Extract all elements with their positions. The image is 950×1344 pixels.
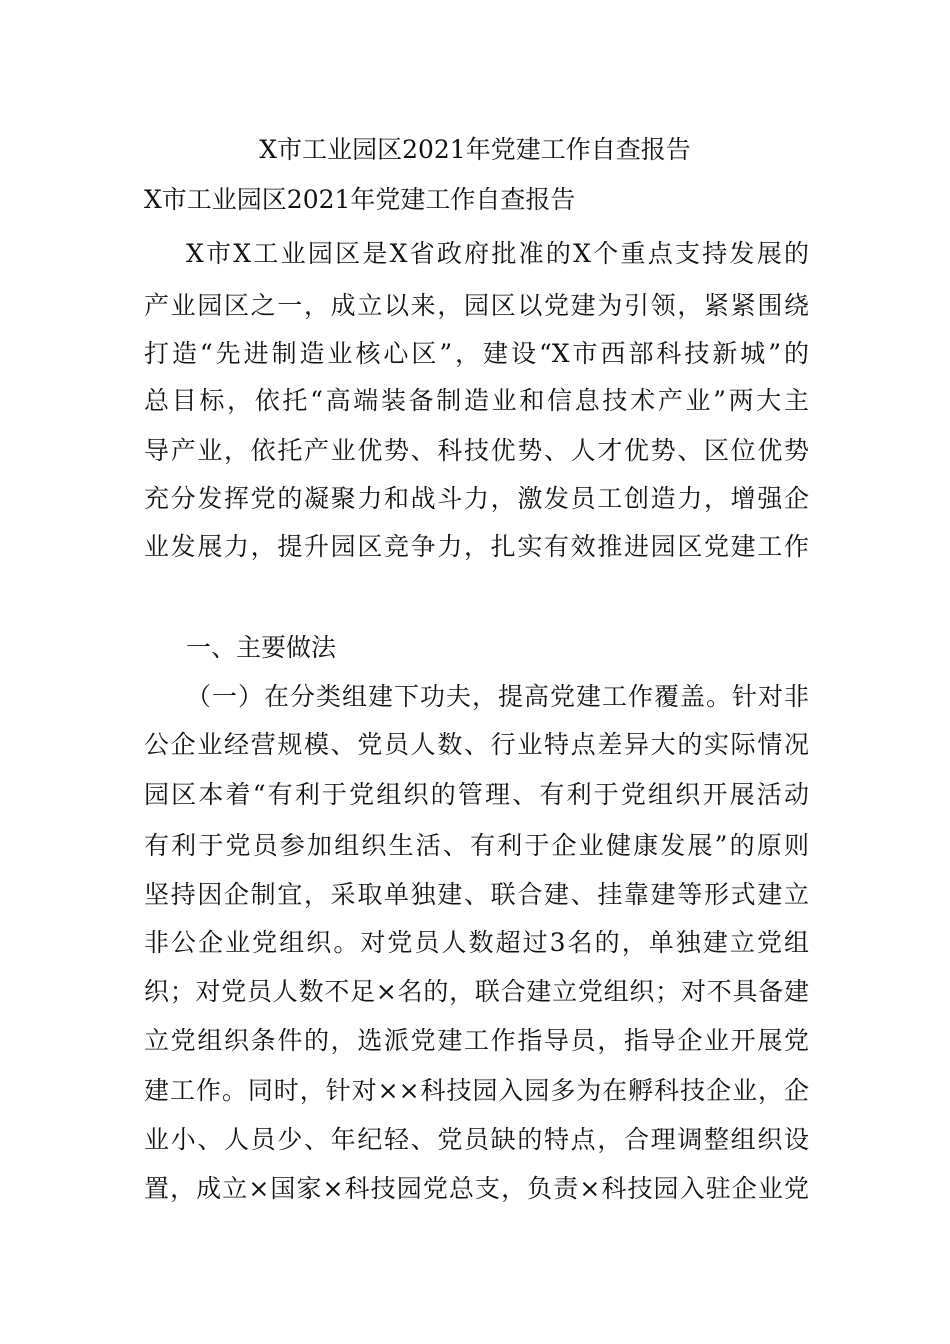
intro-line: 总目标，依托“高端装备制造业和信息技术产业”两大主 bbox=[144, 386, 809, 415]
intro-line: 产业园区之一，成立以来，园区以党建为引领，紧紧围绕 bbox=[144, 291, 809, 320]
intro-line: 打造“先进制造业核心区”，建设“X市西部科技新城”的 bbox=[144, 339, 809, 368]
section-line: （一）在分类组建下功夫，提高党建工作覆盖。针对非 bbox=[186, 682, 809, 711]
section-line: 园区本着“有利于党组织的管理、有利于党组织开展活动 bbox=[144, 780, 809, 809]
section-line: 织；对党员人数不足×名的，联合建立党组织；对不具备建 bbox=[144, 977, 809, 1006]
section-heading: 一、主要做法 bbox=[186, 633, 337, 662]
section-line: 置，成立×国家×科技园党总支，负责×科技园入驻企业党 bbox=[144, 1174, 809, 1203]
intro-line: X市X工业园区是X省政府批准的X个重点支持发展的 bbox=[186, 239, 809, 268]
section-line: 非公企业党组织。对党员人数超过3名的，单独建立党组 bbox=[144, 928, 809, 957]
intro-line: 业发展力，提升园区竞争力，扎实有效推进园区党建工作 bbox=[144, 532, 809, 561]
section-line: 建工作。同时，针对××科技园入园多为在孵科技企业，企 bbox=[144, 1076, 809, 1105]
section-line: 有利于党员参加组织生活、有利于企业健康发展”的原则 bbox=[144, 831, 809, 860]
document-title: X市工业园区2021年党建工作自查报告 bbox=[259, 135, 691, 164]
intro-line: 充分发挥党的凝聚力和战斗力，激发员工创造力，增强企 bbox=[144, 484, 809, 513]
section-line: 公企业经营规模、党员人数、行业特点差异大的实际情况 bbox=[144, 730, 809, 759]
section-line: 业小、人员少、年纪轻、党员缺的特点，合理调整组织设 bbox=[144, 1125, 809, 1154]
document-subtitle: X市工业园区2021年党建工作自查报告 bbox=[144, 185, 576, 214]
section-line: 立党组织条件的，选派党建工作指导员，指导企业开展党 bbox=[144, 1026, 809, 1055]
section-line: 坚持因企制宜，采取单独建、联合建、挂靠建等形式建立 bbox=[144, 880, 809, 909]
intro-line: 导产业，依托产业优势、科技优势、人才优势、区位优势 bbox=[144, 436, 809, 465]
